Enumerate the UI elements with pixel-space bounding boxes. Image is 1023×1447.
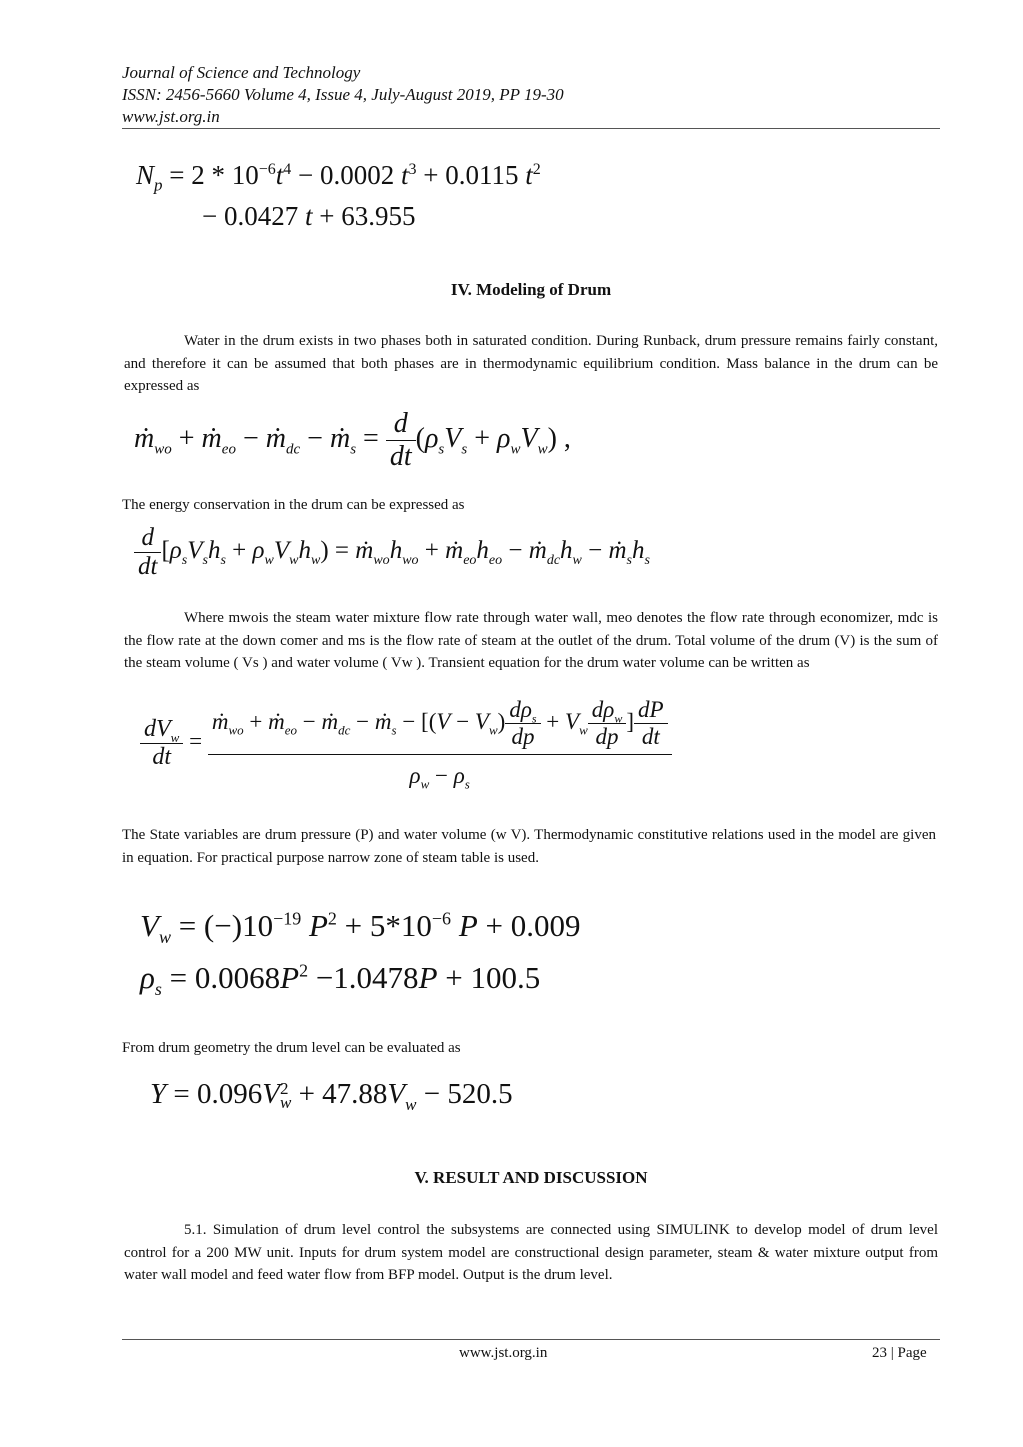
equation-drum-water-volume: $\frac{dV_w}{dt}$ = ṁ$_{wo}$ + ṁ$_{eo}$ − ṁ$_{dc}$ − ṁ$_s$ − [$(V - V_w)$ $\frac{d\rho_s}{dp}$ + $V_w$ $\frac{d\rho_w}{dp}$ ] $\frac{dP}{dt}$ $\rho_w - \rho_s$ [140, 697, 672, 789]
footer-rule [122, 1339, 940, 1340]
page-number: 23 | Page [872, 1345, 927, 1361]
footer-website: www.jst.org.in [459, 1345, 548, 1361]
journal-title: Journal of Science and Technology [122, 63, 361, 82]
paragraph-drum-geometry: From drum geometry the drum level can be evaluated as [122, 1040, 461, 1056]
header-website: www.jst.org.in [122, 107, 220, 126]
header-rule [122, 128, 940, 129]
paragraph-energy-intro: The energy conservation in the drum can be expressed as [122, 497, 465, 513]
section-heading-results: V. RESULT AND DISCUSSION [414, 1168, 648, 1187]
equation-np: $N_p = 2 * 10^{-6}t^4 - 0.0002$ $t^3 + 0.0115$ $t^2$ − 0.0427 t + 63.955 [136, 160, 541, 231]
equation-drum-level: Y = 0.096V 2 w + $47.88V_w - 520.5$ [150, 1078, 513, 1114]
section-heading-modeling: IV. Modeling of Drum [450, 280, 612, 299]
issn-line: ISSN: 2456-5660 Volume 4, Issue 4, July-August 2019, PP 19-30 [122, 85, 564, 104]
equation-constitutive-relations: $V_w = (-)10^{-19}$ $P^2 + 5*10^{-6}$ P + 0.009 $\rho_s = 0.0068P^2 -1.0478P + 100.5$ [140, 908, 581, 1000]
paragraph-simulation: 5.1. Simulation of drum level control the subsystems are connected using SIMULINK to develop model of drum level control for a 200 MW unit. Inputs for drum system model are constructional design parameter, steam & water mixture output from water wall model and feed water flow from BFP model. Output is the drum level. [124, 1222, 938, 1284]
paragraph-flow-definitions: Where mwois the steam water mixture flow rate through water wall, meo denotes the flow rate through economizer, mdc is the flow rate at the down comer and ms is the flow rate of steam at the outlet of the drum. Total volume of the drum (V) is the sum of the steam volume ( Vs ) and water volume ( Vw ). Transient equation for the drum water volume can be written as [124, 610, 938, 672]
paragraph-state-variables: The State variables are drum pressure (P) and water volume (w V). Thermodynamic constitutive relations used in the model are given in equation. For practical purpose narrow zone of steam table is used. [122, 827, 936, 866]
equation-mass-balance: ṁ$_{wo}$ + ṁ$_{eo}$ − ṁ$_{dc}$ − ṁ$_s$ = $\frac{d}{dt}$ $(\rho_sV_s + \rho_wV_w)$ , [134, 408, 571, 472]
paragraph-drum-phases: Water in the drum exists in two phases both in saturated condition. During Runback, drum pressure remains fairly constant, and therefore it can be assumed that both phases are in thermodynamic equilibrium condition. Mass balance in the drum can be expressed as [124, 333, 938, 395]
equation-energy-conservation: $\frac{d}{dt}$ $[\rho_sV_sh_s + \rho_wV_wh_w)$ = $ṁ_{wo}h_{wo}$ + $ṁ_{eo}h_{eo}$ − $ṁ_{dc}h_w$ − $ṁ_sh_s$ [134, 524, 650, 581]
